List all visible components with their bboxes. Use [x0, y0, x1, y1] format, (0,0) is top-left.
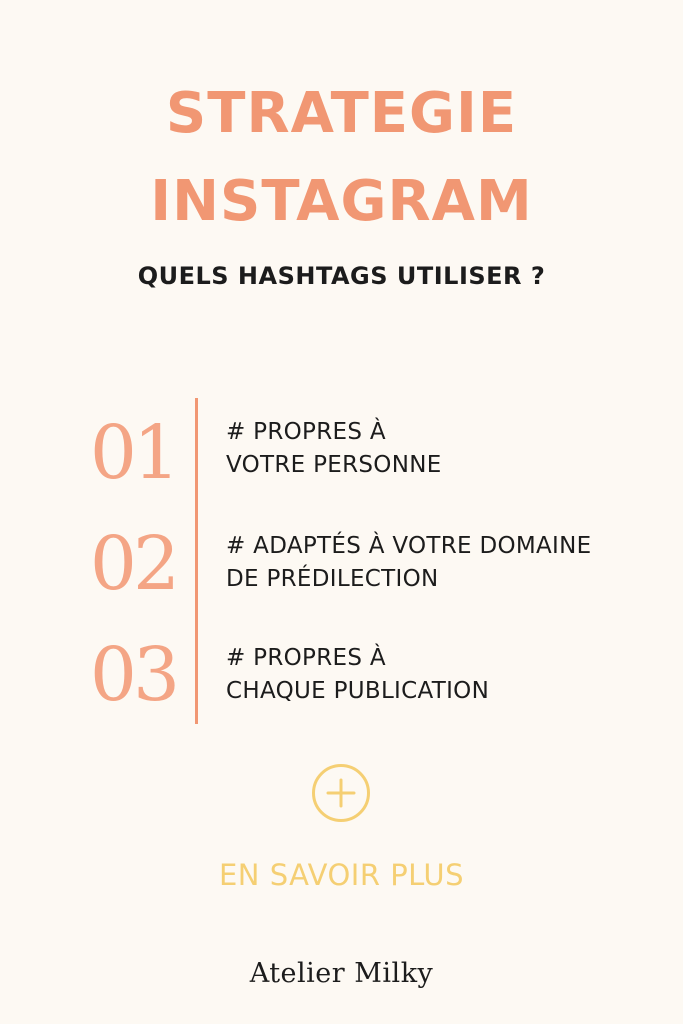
title-line-1: STRATEGIE	[165, 81, 518, 146]
title-line-2: INSTAGRAM	[150, 169, 533, 234]
subtitle: QUELS HASHTAGS UTILISER ?	[137, 262, 546, 290]
list-item	[226, 416, 442, 482]
item-text-line-1: # PROPRES À	[226, 645, 386, 671]
item-number-01: 01	[89, 410, 177, 496]
item-text-line-2: VOTRE PERSONNE	[226, 452, 442, 478]
plus-circle-button[interactable]	[312, 764, 370, 822]
item-text-line-2: DE PRÉDILECTION	[226, 566, 439, 592]
item-text-line-2: CHAQUE PUBLICATION	[226, 678, 490, 704]
item-text-line-1: # ADAPTÉS À VOTRE DOMAINE	[226, 533, 592, 559]
brand-logo: Atelier Milky	[249, 958, 434, 989]
vertical-divider	[195, 398, 198, 724]
learn-more-link[interactable]: EN SAVOIR PLUS	[218, 858, 465, 892]
item-number-02: 02	[89, 521, 177, 607]
item-number-03: 03	[89, 632, 177, 718]
list-item	[226, 530, 591, 596]
list-item	[226, 642, 489, 708]
plus-circle-icon	[315, 767, 367, 819]
item-text-line-1: # PROPRES À	[226, 419, 386, 445]
